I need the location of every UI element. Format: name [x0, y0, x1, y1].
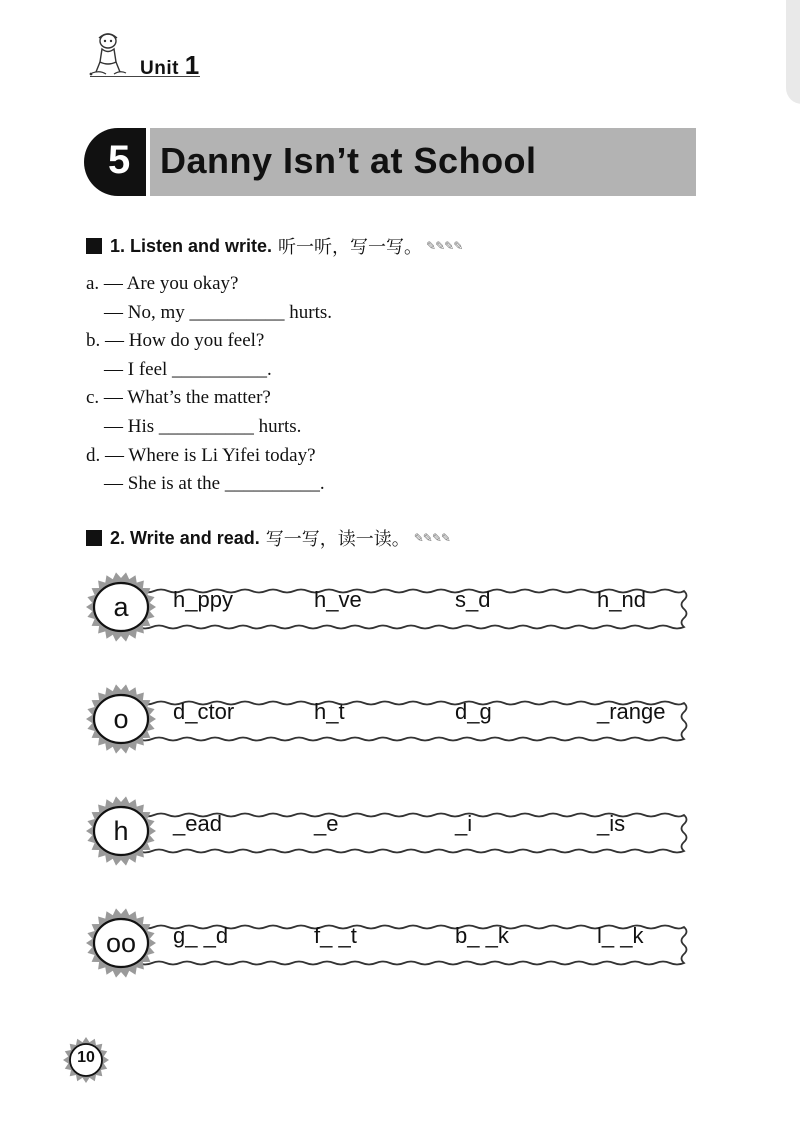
lesson-banner [84, 128, 696, 196]
dialogue-list [86, 270, 486, 499]
page-number: 10 [77, 1049, 95, 1066]
section-bullet-icon [86, 238, 102, 254]
section-1-title: 1. Listen and write. [110, 235, 273, 256]
dialogue-line: — She is at the __________. [104, 473, 325, 495]
dialogue-line: a. — Are you okay? [86, 273, 239, 294]
phonics-letter: a [113, 592, 129, 622]
phonics-word: _is [597, 811, 626, 836]
page-edge-tab [786, 0, 800, 104]
difficulty-stars-icon: ✎✎✎✎ [426, 239, 463, 253]
phonics-word: _range [597, 699, 666, 724]
phonics-row-h [86, 795, 690, 867]
phonics-word: _e [314, 811, 339, 836]
page-number-badge [62, 1036, 110, 1084]
phonics-word: h_t [314, 699, 345, 724]
lesson-title: Danny Isn’t at School [160, 140, 537, 181]
section-2-title-zh: 写一写，读一读。 [265, 529, 410, 549]
phonics-word: s_d [455, 587, 491, 612]
phonics-row-a [86, 571, 690, 643]
unit-underline [90, 76, 200, 77]
section-1-title-zh: 听一听，写一写。 [278, 237, 423, 257]
lesson-number: 5 [108, 138, 131, 182]
difficulty-stars-icon: ✎✎✎✎ [413, 531, 450, 545]
dialogue-line: — I feel __________. [104, 358, 272, 380]
dialogue-line: b. — How do you feel? [86, 330, 265, 352]
phonics-letter: h [113, 816, 129, 846]
phonics-word: d_g [455, 699, 492, 724]
phonics-row-oo [86, 907, 690, 979]
dialogue-line: c. — What’s the matter? [86, 387, 271, 409]
section-bullet-icon [86, 530, 102, 546]
section-2-title: 2. Write and read. [110, 527, 260, 548]
phonics-letter: o [113, 704, 129, 734]
dialogue-line: — His __________ hurts. [104, 415, 302, 437]
phonics-letter: oo [105, 928, 137, 958]
unit-header [86, 30, 200, 80]
phonics-word: h_nd [597, 587, 646, 612]
mascot-icon [86, 30, 136, 78]
unit-number: 1 [184, 50, 200, 80]
phonics-word: f_ _t [314, 923, 357, 948]
phonics-row-o [86, 683, 690, 755]
section-1-heading [86, 233, 462, 259]
dialogue-line: d. — Where is Li Yifei today? [86, 444, 316, 466]
phonics-word: h_ve [314, 587, 362, 612]
phonics-word: _i [455, 811, 473, 836]
section-2-heading [86, 525, 450, 551]
phonics-word: b_ _k [455, 923, 509, 948]
phonics-word: l_ _k [597, 923, 644, 948]
phonics-word: g_ _d [173, 923, 229, 948]
phonics-word: _ead [173, 811, 222, 836]
phonics-word: d_ctor [173, 699, 235, 724]
unit-word: Unit [140, 58, 179, 79]
phonics-word: h_ppy [173, 587, 233, 612]
dialogue-line: — No, my __________ hurts. [104, 301, 332, 323]
